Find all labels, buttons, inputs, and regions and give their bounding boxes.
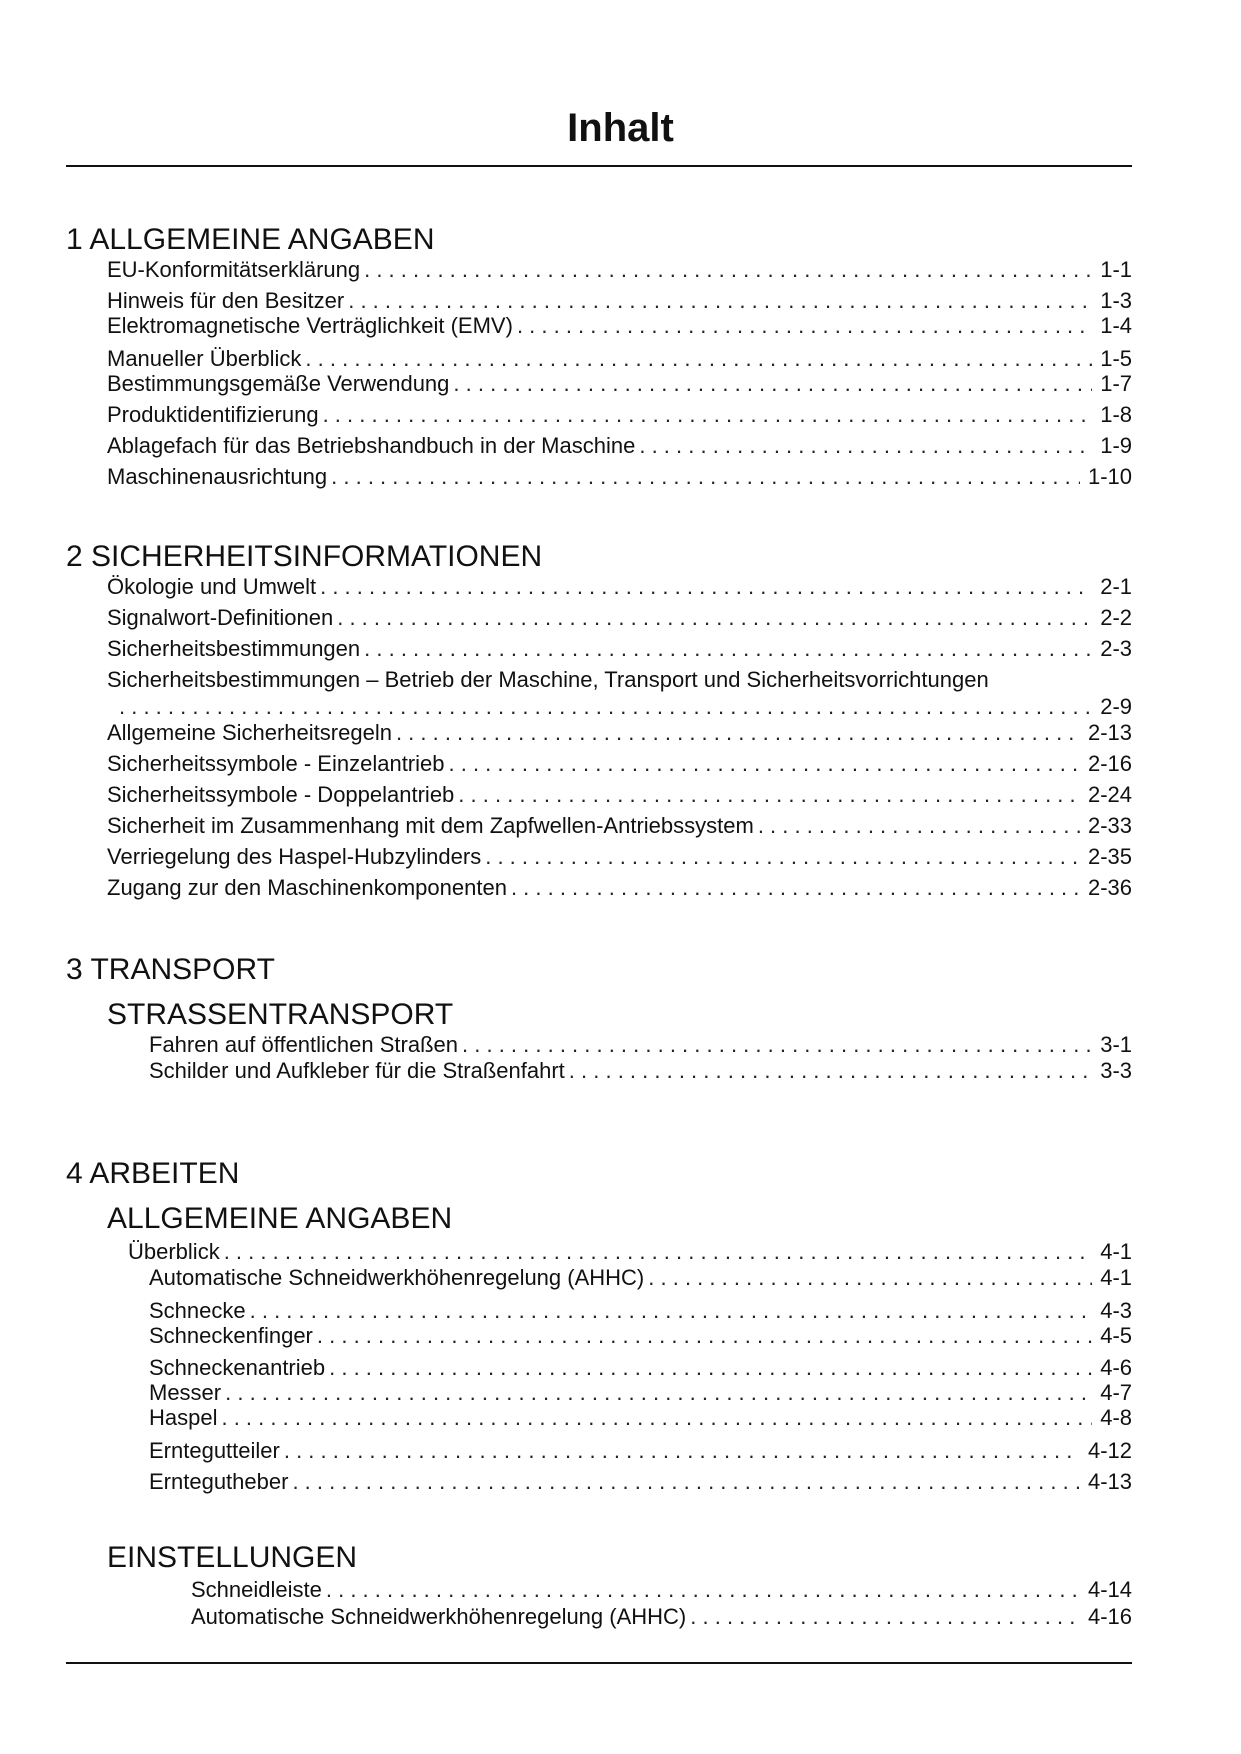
toc-entry-page: 2-13 [1087, 720, 1132, 745]
leader-dots [317, 1322, 1092, 1350]
leader-dots [458, 781, 1080, 809]
toc-entry-label: Ökologie und Umwelt [107, 574, 317, 599]
toc-entry-label: Sicherheitssymbole - Doppelantrieb [107, 782, 455, 807]
leader-dots [511, 874, 1080, 902]
toc-entry-page: 2-35 [1087, 844, 1132, 869]
leader-dots [569, 1057, 1092, 1085]
leader-dots [364, 635, 1092, 663]
toc-entry-label: Sicherheitsbestimmungen [107, 636, 361, 661]
toc-entry-label: Sicherheitssymbole - Einzelantrieb [107, 751, 445, 776]
section-heading-1: 1 ALLGEMEINE ANGABEN [66, 223, 435, 256]
leader-dots [326, 1576, 1080, 1604]
toc-entry-label: Automatische Schneidwerkhöhenregelung (AHHC) [149, 1265, 645, 1290]
toc-entry[interactable] [107, 401, 1132, 429]
toc-entry-page: 2-2 [1100, 605, 1132, 630]
toc-entry-page: 2-33 [1087, 813, 1132, 838]
leader-dots [485, 843, 1080, 871]
toc-entry-page: 1-9 [1100, 433, 1132, 458]
toc-entry-label: Schnecke [149, 1298, 246, 1323]
leader-dots [292, 1468, 1080, 1496]
toc-entry[interactable] [149, 1404, 1132, 1432]
toc-entry-label: Hinweis für den Besitzer [107, 288, 345, 313]
leader-dots [331, 463, 1080, 491]
leader-dots [758, 812, 1080, 840]
toc-entry[interactable] [107, 635, 1132, 663]
toc-entry[interactable] [107, 750, 1132, 778]
subsection-heading: STRASSENTRANSPORT [107, 998, 454, 1031]
subsection-heading: EINSTELLUNGEN [107, 1541, 358, 1574]
toc-entry-page: 4-12 [1087, 1438, 1132, 1463]
section-heading-3: 3 TRANSPORT [66, 953, 275, 986]
toc-entry[interactable] [107, 719, 1132, 747]
toc-entry[interactable] [107, 812, 1132, 840]
toc-entry[interactable] [107, 312, 1132, 340]
leader-dots [323, 401, 1093, 429]
leader-dots [364, 256, 1092, 284]
toc-entry-page: 1-5 [1100, 346, 1132, 371]
section-heading-4: 4 ARBEITEN [66, 1157, 240, 1190]
toc-entry-label: Fahren auf öffentlichen Straßen [149, 1032, 459, 1057]
toc-entry-page: 4-8 [1100, 1405, 1132, 1430]
leader-dots [396, 719, 1080, 747]
toc-entry-label: Schneidleiste [191, 1577, 322, 1602]
toc-entry-label: Bestimmungsgemäße Verwendung [107, 371, 450, 396]
leader-dots [690, 1603, 1080, 1631]
toc-entry-label: Ablagefach für das Betriebshandbuch in der Maschine [107, 433, 636, 458]
leader-dots [284, 1437, 1080, 1465]
toc-entry[interactable] [149, 1354, 1132, 1382]
toc-entry-label: Zugang zur den Maschinenkomponenten [107, 875, 507, 900]
toc-entry[interactable] [107, 370, 1132, 398]
toc-entry[interactable] [191, 1576, 1132, 1604]
toc-entry-label: Erntegutteiler [149, 1438, 280, 1463]
toc-entry[interactable] [149, 1468, 1132, 1496]
toc-entry-page: 4-1 [1100, 1239, 1132, 1264]
toc-entry-page: 4-13 [1087, 1469, 1132, 1494]
toc-entry-label: Haspel [149, 1405, 218, 1430]
toc-entry-label: Allgemeine Sicherheitsregeln [107, 720, 392, 745]
toc-entry-page: 4-3 [1100, 1298, 1132, 1323]
toc-entry-page: 2-3 [1100, 636, 1132, 661]
leader-dots [449, 750, 1080, 778]
toc-entry[interactable] [149, 1322, 1132, 1350]
toc-entry-label: Produktidentifizierung [107, 402, 319, 427]
toc-entry-page: 4-6 [1100, 1355, 1132, 1380]
toc-entry[interactable] [107, 843, 1132, 871]
toc-entry[interactable] [149, 1379, 1132, 1407]
toc-entry-label: Messer [149, 1380, 222, 1405]
subsection-heading: ALLGEMEINE ANGABEN [107, 1202, 453, 1235]
toc-entry[interactable] [128, 1238, 1132, 1266]
toc-entry-page: 1-3 [1100, 288, 1132, 313]
leader-dots [224, 1238, 1093, 1266]
toc-entry-label: Schneckenfinger [149, 1323, 313, 1348]
leader-dots [250, 1297, 1093, 1325]
section-heading-2: 2 SICHERHEITSINFORMATIONEN [66, 540, 543, 573]
toc-entry-page: 4-5 [1100, 1323, 1132, 1348]
toc-entry[interactable] [107, 256, 1132, 284]
toc-entry-label: Überblick [128, 1239, 220, 1264]
toc-entry-label: Sicherheit im Zusammenhang mit dem Zapfwellen-Antriebssystem [107, 813, 754, 838]
toc-entry-label: Schneckenantrieb [149, 1355, 326, 1380]
toc-entry[interactable] [149, 1264, 1132, 1292]
leader-dots [648, 1264, 1092, 1292]
toc-entry[interactable] [107, 781, 1132, 809]
toc-entry[interactable] [107, 287, 1132, 315]
toc-entry-label: Maschinenausrichtung [107, 464, 328, 489]
toc-entry-page: 3-3 [1100, 1058, 1132, 1083]
toc-entry-page: 2-16 [1087, 751, 1132, 776]
leader-dots [329, 1354, 1092, 1382]
toc-entry-page: 2-9 [1100, 694, 1132, 719]
toc-entry-page: 4-7 [1100, 1380, 1132, 1405]
bottom-divider [66, 1662, 1132, 1664]
leader-dots [462, 1031, 1092, 1059]
toc-entry-label: Automatische Schneidwerkhöhenregelung (AHHC) [191, 1604, 687, 1629]
leader-dots [320, 573, 1092, 601]
leader-dots [453, 370, 1092, 398]
leader-dots [517, 312, 1092, 340]
toc-entry-page: 4-1 [1100, 1265, 1132, 1290]
toc-entry-label: Erntegutheber [149, 1469, 289, 1494]
toc-entry[interactable] [149, 1031, 1132, 1059]
toc-entry[interactable] [107, 604, 1132, 632]
leader-dots [221, 1404, 1092, 1432]
toc-entry[interactable] [149, 1437, 1132, 1465]
toc-entry-long-label[interactable]: Sicherheitsbestimmungen – Betrieb der Maschine, Transport und Sicherheitsvorrichtungen [107, 667, 989, 692]
toc-entry-label: Manueller Überblick [107, 346, 302, 371]
toc-entry[interactable] [107, 463, 1132, 491]
toc-entry-page: 1-1 [1100, 257, 1132, 282]
leader-dots [225, 1379, 1092, 1407]
toc-entry-page: 4-14 [1087, 1577, 1132, 1602]
toc-entry-label: EU-Konformitätserklärung [107, 257, 361, 282]
toc-entry[interactable] [191, 1603, 1132, 1631]
toc-entry[interactable] [107, 432, 1132, 460]
leader-dots [305, 345, 1092, 373]
toc-entry-page: 2-36 [1087, 875, 1132, 900]
toc-entry-page: 1-8 [1100, 402, 1132, 427]
leader-dots [119, 693, 1092, 721]
toc-entry[interactable] [149, 1297, 1132, 1325]
toc-entry-page: 1-4 [1100, 313, 1132, 338]
toc-entry[interactable] [107, 573, 1132, 601]
toc-entry-page: 3-1 [1100, 1032, 1132, 1057]
toc-entry-page: 4-16 [1087, 1604, 1132, 1629]
leader-dots [348, 287, 1092, 315]
leader-dots [639, 432, 1092, 460]
toc-entry[interactable] [107, 345, 1132, 373]
toc-entry-page: 2-1 [1100, 574, 1132, 599]
top-divider [66, 165, 1132, 167]
toc-entry-label: Signalwort-Definitionen [107, 605, 334, 630]
toc-entry-page: 2-24 [1087, 782, 1132, 807]
toc-entry-label: Schilder und Aufkleber für die Straßenfahrt [149, 1058, 565, 1083]
toc-entry[interactable] [149, 1057, 1132, 1085]
leader-dots [337, 604, 1092, 632]
toc-entry-continuation[interactable] [115, 693, 1132, 721]
toc-entry[interactable] [107, 874, 1132, 902]
toc-entry-label: Verriegelung des Haspel-Hubzylinders [107, 844, 482, 869]
toc-entry-page: 1-7 [1100, 371, 1132, 396]
toc-entry-label: Elektromagnetische Verträglichkeit (EMV) [107, 313, 513, 338]
toc-entry-page: 1-10 [1087, 464, 1132, 489]
page-title: Inhalt [567, 106, 674, 150]
